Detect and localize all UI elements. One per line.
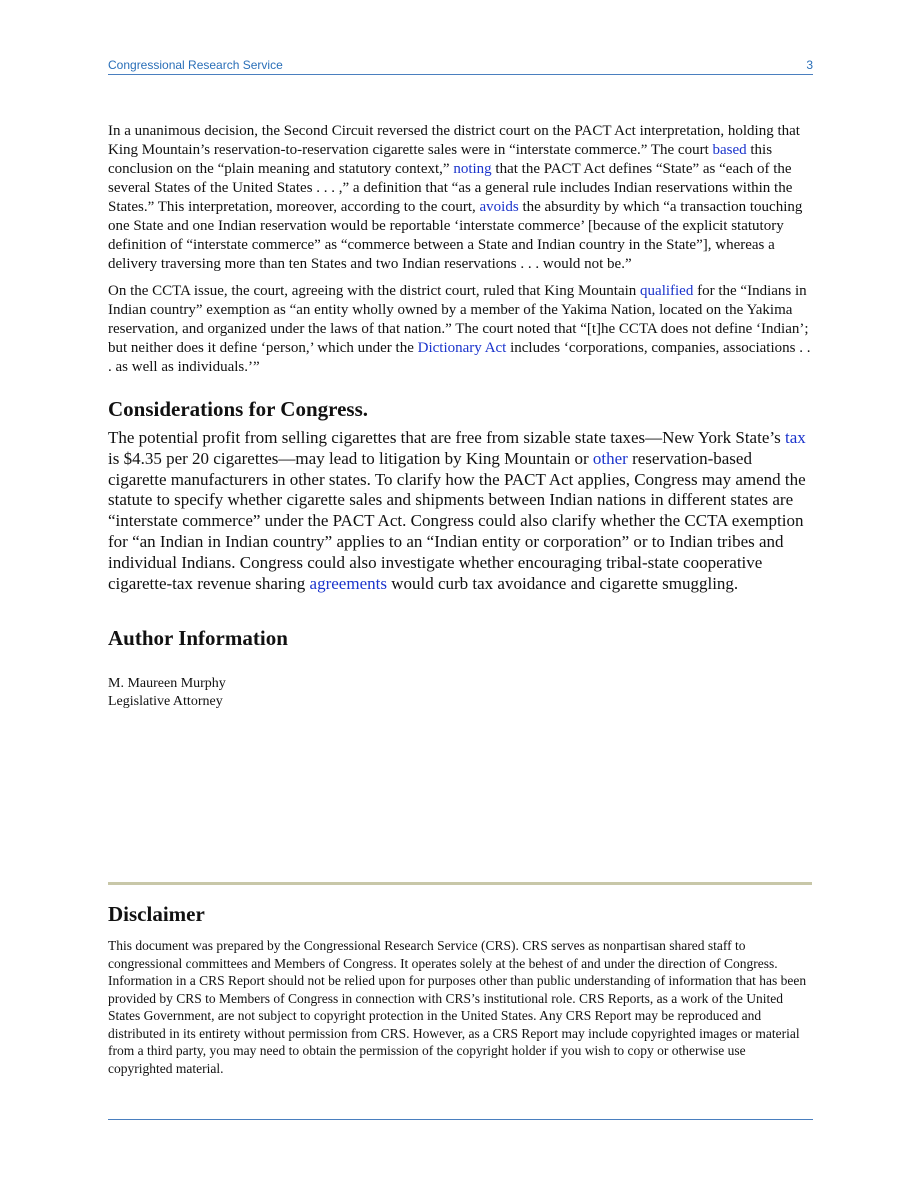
heading-considerations: Considerations for Congress. [108,397,368,421]
text: In a unanimous decision, the Second Circuit reversed the district court on the PACT Act interpretation, holding that King Mountain’s reservation-to-reservation cigarette sales were in “interstate commerce.” The court [108,123,800,158]
link-dictionary-act[interactable]: Dictionary Act [417,340,507,356]
link-agreements[interactable]: agreements [309,573,387,593]
footer-divider [108,1119,813,1120]
heading-disclaimer: Disclaimer [108,902,205,926]
author-block [108,675,813,711]
text: the absurdity by which “a transaction touching one State and one Indian reservation would be reportable ‘interstate commerce’ [because of the explicit statutory definition of “interstate commerce” as “commerce between a State and Indian country in the State”], whereas a delivery traversing more than ten States and two Indian reservations . . . would not be.” [108,199,803,272]
text: is $4.35 per 20 cigarettes—may lead to litigation by King Mountain or [108,448,593,468]
header-source: Congressional Research Service [108,58,283,72]
header-divider [108,74,813,75]
link-tax[interactable]: tax [784,428,806,447]
text: this conclusion on the “plain meaning and statutory context,” [108,142,773,177]
text: would curb tax avoidance and cigarette smuggling. [386,573,739,593]
text: for the “Indians in Indian country” exemption as “an entity wholly owned by a member of the Yakima Nation, located on the Yakima reservation, and organized under the laws of that nation.” The court noted that “[t]he CCTA does not define ‘Indian’; but neither does it define ‘person,’ which under the [108,283,809,356]
disclaimer-divider [108,882,812,885]
heading-author-information: Author Information [108,626,288,651]
text: that the PACT Act defines “State” as “each of the several States of the United States . . . ,” a definition that “as a general rule includes Indian reservations within the States.” This interpretation, moreover, according to the court, [108,161,793,215]
link-qualified[interactable]: qualified [640,283,694,299]
paragraph-second-circuit [108,122,813,274]
text: includes ‘corporations, companies, associations . . . as well as individuals.’” [108,340,811,375]
text: reservation-based cigarette manufacturers in other states. To clarify how the PACT Act applies, Congress may amend the statute to specify whether cigarette sales and shipments between Indian nations in different states are “interstate commerce” under the PACT Act. Congress could also clarify whether the CCTA exemption for “an Indian in Indian country” applies to an “Indian entity or corporation” or to Indian tribes and individual Indians. Congress could also investigate whether encouraging tribal-state cooperative cigarette-tax revenue sharing [108,448,806,593]
main-content [108,122,813,711]
page-number: 3 [806,58,813,72]
disclaimer-text: This document was prepared by the Congressional Research Service (CRS). CRS serves as nonpartisan shared staff to congressional committees and Members of Congress. It operates solely at the behest of and under the direction of Congress. Information in a CRS Report should not be relied upon for purposes other than public understanding of information that has been provided by CRS to Members of Congress in connection with CRS’s institutional role. CRS Reports, as a work of the United States Government, are not subject to copyright protection in the United States. Any CRS Report may be reproduced and distributed in its entirety without permission from CRS. However, as a CRS Report may include copyrighted images or material from a third party, you may need to obtain the permission of the copyright holder if you wish to copy or otherwise use copyrighted material. [108,938,807,1076]
link-noting[interactable]: noting [453,161,492,177]
author-title: Legislative Attorney [108,694,223,710]
paragraph-ccta [108,282,813,377]
author-name: M. Maureen Murphy [108,676,226,692]
disclaimer-section [108,902,813,1077]
link-based[interactable]: based [712,142,747,158]
link-avoids[interactable]: avoids [479,199,519,215]
text: The potential profit from selling cigarettes that are free from sizable state taxes—New York State’s [108,428,785,447]
text: On the CCTA issue, the court, agreeing with the district court, ruled that King Mountain [108,283,641,299]
paragraph-considerations [108,428,813,594]
link-other[interactable]: other [592,448,628,468]
